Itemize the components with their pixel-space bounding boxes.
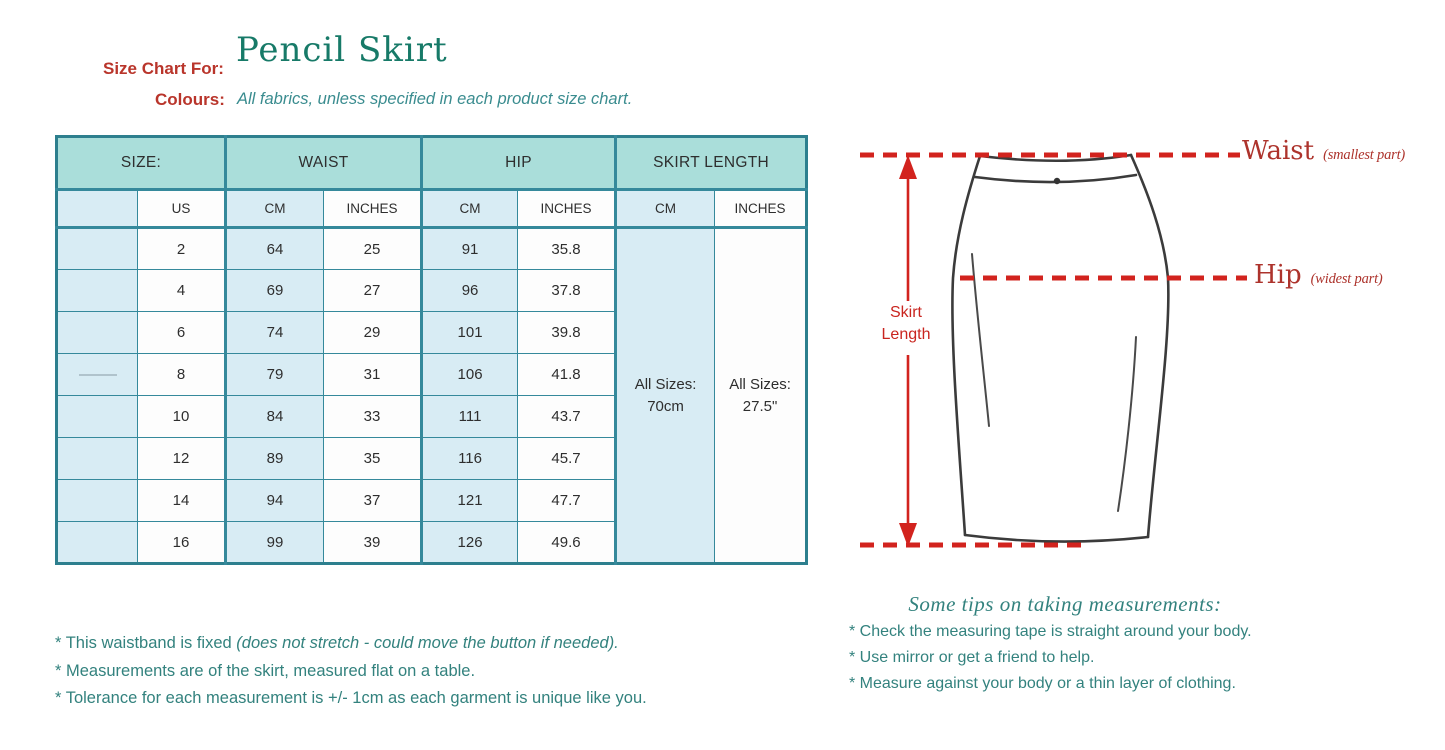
waist-in-cell: 35 [324, 438, 422, 480]
waist-cm-cell: 79 [226, 354, 324, 396]
subheader-hip-inches: INCHES [518, 190, 616, 228]
subheader-blank [57, 190, 138, 228]
subheader-length-cm: CM [616, 190, 715, 228]
row-blank-cell [57, 480, 138, 522]
us-size-cell: 12 [138, 438, 226, 480]
hip-in-cell: 45.7 [518, 438, 616, 480]
waist-in-cell: 33 [324, 396, 422, 438]
skirt-length-arrow [899, 155, 917, 547]
note-waistband-italic: (does not stretch - could move the button if needed). [236, 634, 619, 652]
waist-in-cell: 27 [324, 270, 422, 312]
waist-cm-cell: 64 [226, 228, 324, 270]
row-blank-cell [57, 396, 138, 438]
hip-in-cell: 35.8 [518, 228, 616, 270]
subheader-us: US [138, 190, 226, 228]
arrowhead-up [899, 155, 917, 179]
us-size-cell: 10 [138, 396, 226, 438]
row-blank-cell [57, 522, 138, 564]
colours-label: Colours: [155, 90, 225, 109]
hip-in-cell: 49.6 [518, 522, 616, 564]
subheader-waist-cm: CM [226, 190, 324, 228]
hip-cm-cell: 111 [422, 396, 518, 438]
skirt-seam-lines [972, 254, 1136, 511]
col-header-waist: WAIST [226, 137, 422, 190]
table-sub-header-row [57, 190, 807, 228]
us-size-cell: 8 [138, 354, 226, 396]
skirt-length-line1: Skirt [890, 304, 922, 321]
skirt-length-in-cell [715, 228, 807, 564]
tip-item: * Measure against your body or a thin layer of clothing. [849, 675, 1236, 692]
note-waistband [55, 634, 619, 653]
skirt-length-in-line2: 27.5" [742, 397, 778, 415]
row-blank-cell [57, 354, 138, 396]
us-size-cell: 4 [138, 270, 226, 312]
pencil-skirt-illustration [850, 135, 1250, 580]
hip-in-cell: 43.7 [518, 396, 616, 438]
note-waistband-regular: * This waistband is fixed [55, 634, 237, 652]
us-size-cell: 16 [138, 522, 226, 564]
hip-cm-cell: 106 [422, 354, 518, 396]
size-table [55, 135, 808, 565]
skirt-length-cm-line2: 70cm [647, 397, 684, 415]
us-size-cell: 6 [138, 312, 226, 354]
waist-in-cell: 29 [324, 312, 422, 354]
subheader-length-inches: INCHES [715, 190, 807, 228]
waist-in-cell: 37 [324, 480, 422, 522]
us-size-cell: 14 [138, 480, 226, 522]
row-blank-cell [57, 270, 138, 312]
hip-cm-cell: 91 [422, 228, 518, 270]
waistband-button [1054, 178, 1060, 184]
col-header-hip: HIP [422, 137, 616, 190]
subheader-waist-inches: INCHES [324, 190, 422, 228]
note-measured-flat: * Measurements are of the skirt, measured flat on a table. [55, 662, 476, 680]
subheader-hip-cm: CM [422, 190, 518, 228]
size-chart-for-label: Size Chart For: [103, 59, 224, 78]
hip-in-cell: 47.7 [518, 480, 616, 522]
skirt-length-cm-cell [616, 228, 715, 564]
tip-item: * Use mirror or get a friend to help. [849, 649, 1095, 666]
waist-cm-cell: 74 [226, 312, 324, 354]
hip-in-cell: 41.8 [518, 354, 616, 396]
faded-artifact-dash [79, 374, 117, 376]
skirt-length-cm-line1: All Sizes: [634, 375, 697, 393]
hip-in-cell: 39.8 [518, 312, 616, 354]
row-blank-cell [57, 438, 138, 480]
skirt-length-line2: Length [881, 326, 931, 343]
hip-cm-cell: 96 [422, 270, 518, 312]
waist-cm-cell: 89 [226, 438, 324, 480]
row-blank-cell [57, 312, 138, 354]
colours-value: All fabrics, unless specified in each product size chart. [237, 90, 633, 108]
note-tolerance: * Tolerance for each measurement is +/- 1cm as each garment is unique like you. [55, 689, 647, 707]
waist-cm-cell: 99 [226, 522, 324, 564]
waist-cm-cell: 69 [226, 270, 324, 312]
us-size-cell: 2 [138, 228, 226, 270]
row-blank-cell [57, 228, 138, 270]
hip-note: (widest part) [1310, 271, 1383, 287]
page-title: Pencil Skirt [236, 30, 448, 70]
waist-in-cell: 25 [324, 228, 422, 270]
waist-annotation [1242, 136, 1405, 166]
tip-item: * Check the measuring tape is straight around your body. [849, 623, 1252, 640]
waist-cm-cell: 94 [226, 480, 324, 522]
measurement-dashed-lines [860, 155, 1247, 545]
waist-cm-cell: 84 [226, 396, 324, 438]
hip-in-cell: 37.8 [518, 270, 616, 312]
hip-cm-cell: 116 [422, 438, 518, 480]
skirt-length-annotation [867, 302, 945, 346]
hip-cm-cell: 121 [422, 480, 518, 522]
col-header-size: SIZE: [57, 137, 226, 190]
hip-label: Hip [1254, 260, 1302, 290]
hip-annotation [1254, 260, 1383, 290]
table-group-header-row [57, 137, 807, 190]
waist-label: Waist [1242, 136, 1315, 166]
table-row [57, 228, 807, 270]
waist-in-cell: 31 [324, 354, 422, 396]
col-header-skirt-length: SKIRT LENGTH [616, 137, 807, 190]
skirt-length-in-line1: All Sizes: [729, 375, 791, 393]
tips-title: Some tips on taking measurements: [908, 592, 1222, 616]
waist-in-cell: 39 [324, 522, 422, 564]
waist-note: (smallest part) [1323, 147, 1406, 163]
hip-cm-cell: 126 [422, 522, 518, 564]
hip-cm-cell: 101 [422, 312, 518, 354]
